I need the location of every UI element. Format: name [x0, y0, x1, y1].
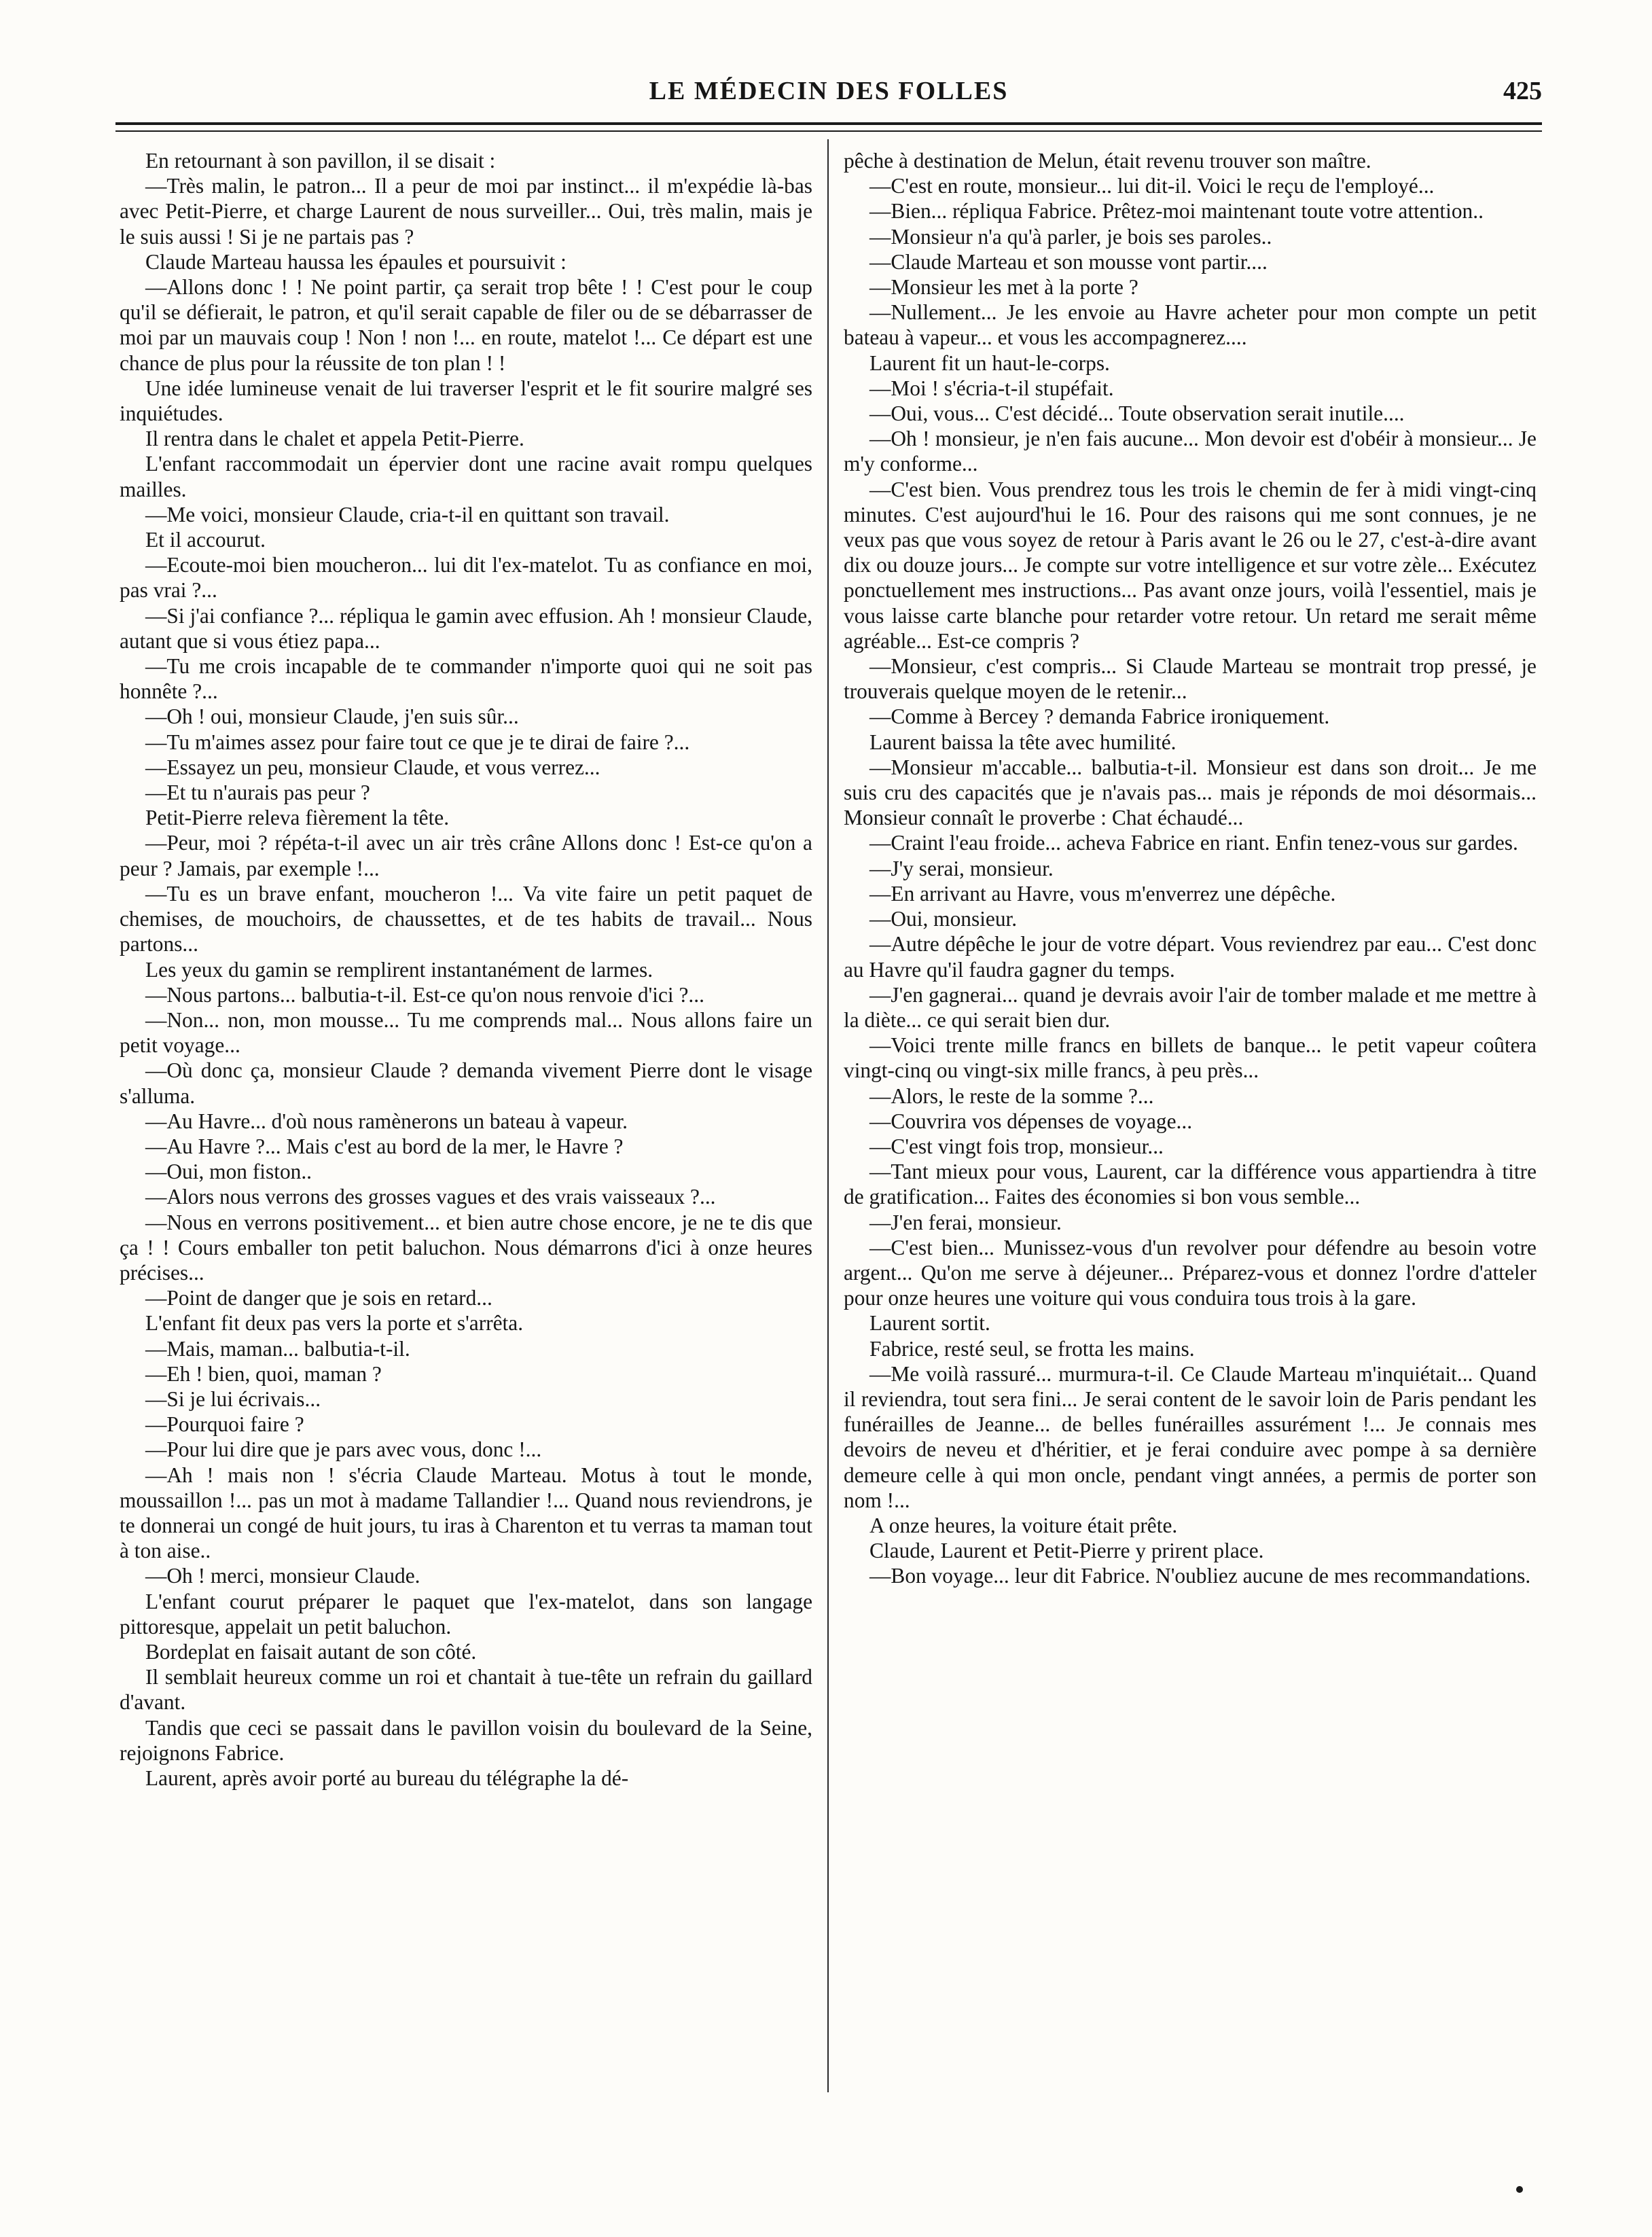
right-column — [844, 148, 1537, 1589]
paragraph: —Tu m'aimes assez pour faire tout ce que je te dirai de faire ?... — [145, 730, 690, 754]
paragraph: —Non... non, mon mousse... Tu me comprends mal... Nous allons faire un petit voyage... — [120, 1007, 812, 1058]
paragraph: —Ecoute-moi bien moucheron... lui dit l'ex-matelot. Tu as confiance en moi, pas vrai ?... — [120, 553, 812, 603]
paragraph: Les yeux du gamin se remplirent instantanément de larmes. — [145, 957, 653, 982]
paragraph: —Au Havre... d'où nous ramènerons un bateau à vapeur. — [145, 1109, 628, 1133]
paragraph: —Ah ! mais non ! s'écria Claude Marteau. Motus à tout le monde, moussaillon !... pas un mot à madame Tallandier !... Quand nous reviendrons, je te donnerai un congé de huit jours, tu iras à Charenton et tu verras ta maman tout à ton aise.. — [120, 1463, 812, 1563]
paragraph: —J'en gagnerai... quand je devrais avoir l'air de tomber malade et me mettre à la diète... ce qui serait bien dur. — [844, 982, 1537, 1032]
paragraph: —Oui, monsieur. — [869, 907, 1018, 931]
paragraph: —Tu me crois incapable de te commander n'importe quoi qui ne soit pas honnête ?... — [120, 654, 812, 704]
paragraph: —Très malin, le patron... Il a peur de moi par instinct... il m'expédie là-bas avec Petit-Pierre, et charge Laurent de nous surveiller... Oui, très malin, mais je le suis aussi ! Si je ne partais pas ? — [120, 174, 812, 249]
paragraph: —C'est en route, monsieur... lui dit-il. Voici le reçu de l'employé... — [869, 174, 1435, 198]
paragraph: Bordeplat en faisait autant de son côté. — [145, 1639, 477, 1664]
paragraph: —Si je lui écrivais... — [145, 1386, 321, 1411]
paragraph: —J'y serai, monsieur. — [869, 856, 1054, 880]
paragraph: —Tant mieux pour vous, Laurent, car la différence vous appartiendra à titre de gratification... Faites des économies si bon vous semble... — [844, 1160, 1537, 1209]
paragraph: —Pour lui dire que je pars avec vous, donc !... — [145, 1437, 542, 1462]
paragraph: —Allons donc ! ! Ne point partir, ça serait trop bête ! ! C'est pour le coup qu'il se défierait, le patron, et qu'il serait capable de filer ou de se débarrasser de moi par un mauvais coup ! Non ! non !... en route, matelot !... Ce départ est une chance de plus pour la réussite de ton plan ! ! — [120, 275, 812, 375]
paragraph: —Mais, maman... balbutia-t-il. — [145, 1336, 410, 1361]
paragraph: —J'en ferai, monsieur. — [869, 1210, 1062, 1234]
paragraph: —Couvrira vos dépenses de voyage... — [869, 1109, 1193, 1133]
paragraph: Laurent baissa la tête avec humilité. — [869, 730, 1177, 754]
paragraph: Claude Marteau haussa les épaules et poursuivit : — [145, 249, 567, 274]
paragraph: —Monsieur les met à la porte ? — [869, 275, 1138, 300]
paragraph: —Monsieur, c'est compris... Si Claude Marteau se montrait trop pressé, je trouverais quelque moyen de le retenir... — [844, 654, 1537, 704]
paragraph: L'enfant courut préparer le paquet que l'ex-matelot, dans son langage pittoresque, appelait un petit baluchon. — [120, 1589, 812, 1639]
paragraph: —Pourquoi faire ? — [145, 1412, 304, 1437]
paragraph: Tandis que ceci se passait dans le pavillon voisin du boulevard de la Seine, rejoignons Fabrice. — [120, 1715, 812, 1765]
paragraph: Une idée lumineuse venait de lui traverser l'esprit et le fit sourire malgré ses inquiétudes. — [120, 376, 812, 426]
paragraph: —Oui, vous... C'est décidé... Toute observation serait inutile.... — [869, 401, 1405, 426]
paragraph: En retournant à son pavillon, il se disait : — [145, 149, 496, 173]
continued-paragraph: pêche à destination de Melun, était revenu trouver son maître. — [844, 149, 1371, 173]
paragraph: Et il accourut. — [145, 528, 266, 552]
left-column — [120, 148, 812, 1791]
paragraph: —Comme à Bercey ? demanda Fabrice ironiquement. — [869, 704, 1330, 729]
paragraph: Petit-Pierre releva fièrement la tête. — [145, 806, 450, 830]
paragraph: —Oh ! monsieur, je n'en fais aucune... Mon devoir est d'obéir à monsieur... Je m'y conforme... — [844, 427, 1537, 476]
paragraph: A onze heures, la voiture était prête. — [869, 1513, 1178, 1537]
paragraph: —En arrivant au Havre, vous m'enverrez une dépêche. — [869, 881, 1336, 906]
paragraph: —Alors nous verrons des grosses vagues et des vrais vaisseaux ?... — [145, 1185, 716, 1209]
paragraph: —Autre dépêche le jour de votre départ. Vous reviendrez par eau... C'est donc au Havre qu'il faudra gagner du temps. — [844, 932, 1537, 982]
paragraph: Laurent, après avoir porté au bureau du télégraphe la dé- — [145, 1766, 629, 1790]
paragraph: —C'est bien... Munissez-vous d'un revolver pour défendre au besoin votre argent... Qu'on me serve à déjeuner... Préparez-vous et donnez l'ordre d'atteler pour onze heures une voiture qui vous conduira tous trois à la gare. — [844, 1235, 1537, 1310]
paragraph: —Craint l'eau froide... acheva Fabrice en riant. Enfin tenez-vous sur gardes. — [869, 831, 1518, 855]
paragraph: —C'est bien. Vous prendrez tous les trois le chemin de fer à midi vingt-cinq minutes. C'est aujourd'hui le 16. Pour des raisons qui me sont connues, je ne veux pas que vous soyez de retour à Paris avant le 26 ou le 27, c'est-à-dire avant dix ou douze jours... Je compte sur votre intelligence et sur votre zèle... Exécutez ponctuellement mes instructions... Pas avant onze jours, voilà l'essentiel, mais je vous laisse carte blanche pour retarder votre retour. Un retard me serait même agréable... Est-ce compris ? — [844, 477, 1537, 653]
paragraph: —Voici trente mille francs en billets de banque... le petit vapeur coûtera vingt-cinq ou vingt-six mille francs, à peu près... — [844, 1033, 1537, 1083]
paragraph: —Claude Marteau et son mousse vont partir.... — [869, 249, 1268, 274]
paragraph: —Bon voyage... leur dit Fabrice. N'oubliez aucune de mes recommandations. — [869, 1564, 1531, 1588]
paragraph: —Point de danger que je sois en retard... — [145, 1286, 492, 1310]
page-header — [115, 76, 1542, 117]
paragraph: Il rentra dans le chalet et appela Petit-Pierre. — [145, 427, 524, 451]
paragraph: Claude, Laurent et Petit-Pierre y prirent place. — [869, 1539, 1264, 1563]
paragraph: —Moi ! s'écria-t-il stupéfait. — [869, 376, 1114, 400]
paragraph: —Où donc ça, monsieur Claude ? demanda vivement Pierre dont le visage s'alluma. — [120, 1058, 812, 1108]
paragraph: —Me voici, monsieur Claude, cria-t-il en quittant son travail. — [145, 502, 670, 526]
header-rule-thin — [115, 130, 1542, 132]
paragraph: Laurent sortit. — [869, 1311, 990, 1336]
paragraph: —Nous partons... balbutia-t-il. Est-ce qu'on nous renvoie d'ici ?... — [145, 982, 704, 1007]
running-title: LE MÉDECIN DES FOLLES — [649, 77, 1009, 105]
paragraph: —Oui, mon fiston.. — [145, 1160, 312, 1184]
paragraph: —Oh ! oui, monsieur Claude, j'en suis sûr... — [145, 704, 519, 729]
paragraph: —Alors, le reste de la somme ?... — [869, 1084, 1154, 1108]
paragraph: L'enfant fit deux pas vers la porte et s'arrêta. — [145, 1311, 524, 1336]
paragraph: —Eh ! bien, quoi, maman ? — [145, 1361, 382, 1386]
ink-speck — [1516, 2186, 1523, 2193]
paragraph: Fabrice, resté seul, se frotta les mains. — [869, 1336, 1195, 1361]
paragraph: —Essayez un peu, monsieur Claude, et vous verrez... — [145, 755, 600, 779]
paragraph: —Et tu n'aurais pas peur ? — [145, 781, 370, 805]
paragraph: L'enfant raccommodait un épervier dont une racine avait rompu quelques mailles. — [120, 452, 812, 501]
paragraph: —Nous en verrons positivement... et bien autre chose encore, je ne te dis que ça ! ! Cours emballer ton petit baluchon. Nous démarrons d'ici à onze heures précises... — [120, 1210, 812, 1285]
column-divider — [827, 139, 829, 2092]
paragraph: —Bien... répliqua Fabrice. Prêtez-moi maintenant toute votre attention.. — [869, 199, 1484, 223]
paragraph: —Nullement... Je les envoie au Havre acheter pour mon compte un petit bateau à vapeur... et vous les accompagnerez.... — [844, 300, 1537, 350]
paragraph: Il semblait heureux comme un roi et chantait à tue-tête un refrain du gaillard d'avant. — [120, 1665, 812, 1715]
paragraph: —Peur, moi ? répéta-t-il avec un air très crâne Allons donc ! Est-ce qu'on a peur ? Jamais, par exemple !... — [120, 831, 812, 880]
header-rule-thick — [115, 122, 1542, 125]
page-number: 425 — [1503, 77, 1542, 105]
paragraph: —Oh ! merci, monsieur Claude. — [145, 1564, 420, 1588]
paragraph: —Monsieur n'a qu'à parler, je bois ses paroles.. — [869, 224, 1272, 249]
paragraph: —Si j'ai confiance ?... répliqua le gamin avec effusion. Ah ! monsieur Claude, autant que si vous étiez papa... — [120, 603, 812, 653]
paragraph: —Au Havre ?... Mais c'est au bord de la mer, le Havre ? — [145, 1134, 624, 1158]
paragraph: —C'est vingt fois trop, monsieur... — [869, 1134, 1164, 1158]
paragraph: —Tu es un brave enfant, moucheron !... Va vite faire un petit paquet de chemises, de mouchoirs, de chaussettes, et de tes habits de travail... Nous partons... — [120, 881, 812, 956]
paragraph: Laurent fit un haut-le-corps. — [869, 351, 1110, 375]
paragraph: —Monsieur m'accable... balbutia-t-il. Monsieur est dans son droit... Je me suis cru des capacités que je n'avais pas... mais je réponds de moi désormais... Monsieur connaît le proverbe : Chat échaudé... — [844, 755, 1537, 830]
paragraph: —Me voilà rassuré... murmura-t-il. Ce Claude Marteau m'inquiétait... Quand il reviendra, tout sera fini... Je serai content de le savoir loin de Paris pendant les funérailles de Jeanne... de belles funérailles assurément !... Je connais mes devoirs de neveu et d'héritier, et je ferai conduire avec pompe à sa dernière demeure celle à qui mon oncle, pendant vingt années, a permis de porter son nom !... — [844, 1361, 1537, 1512]
